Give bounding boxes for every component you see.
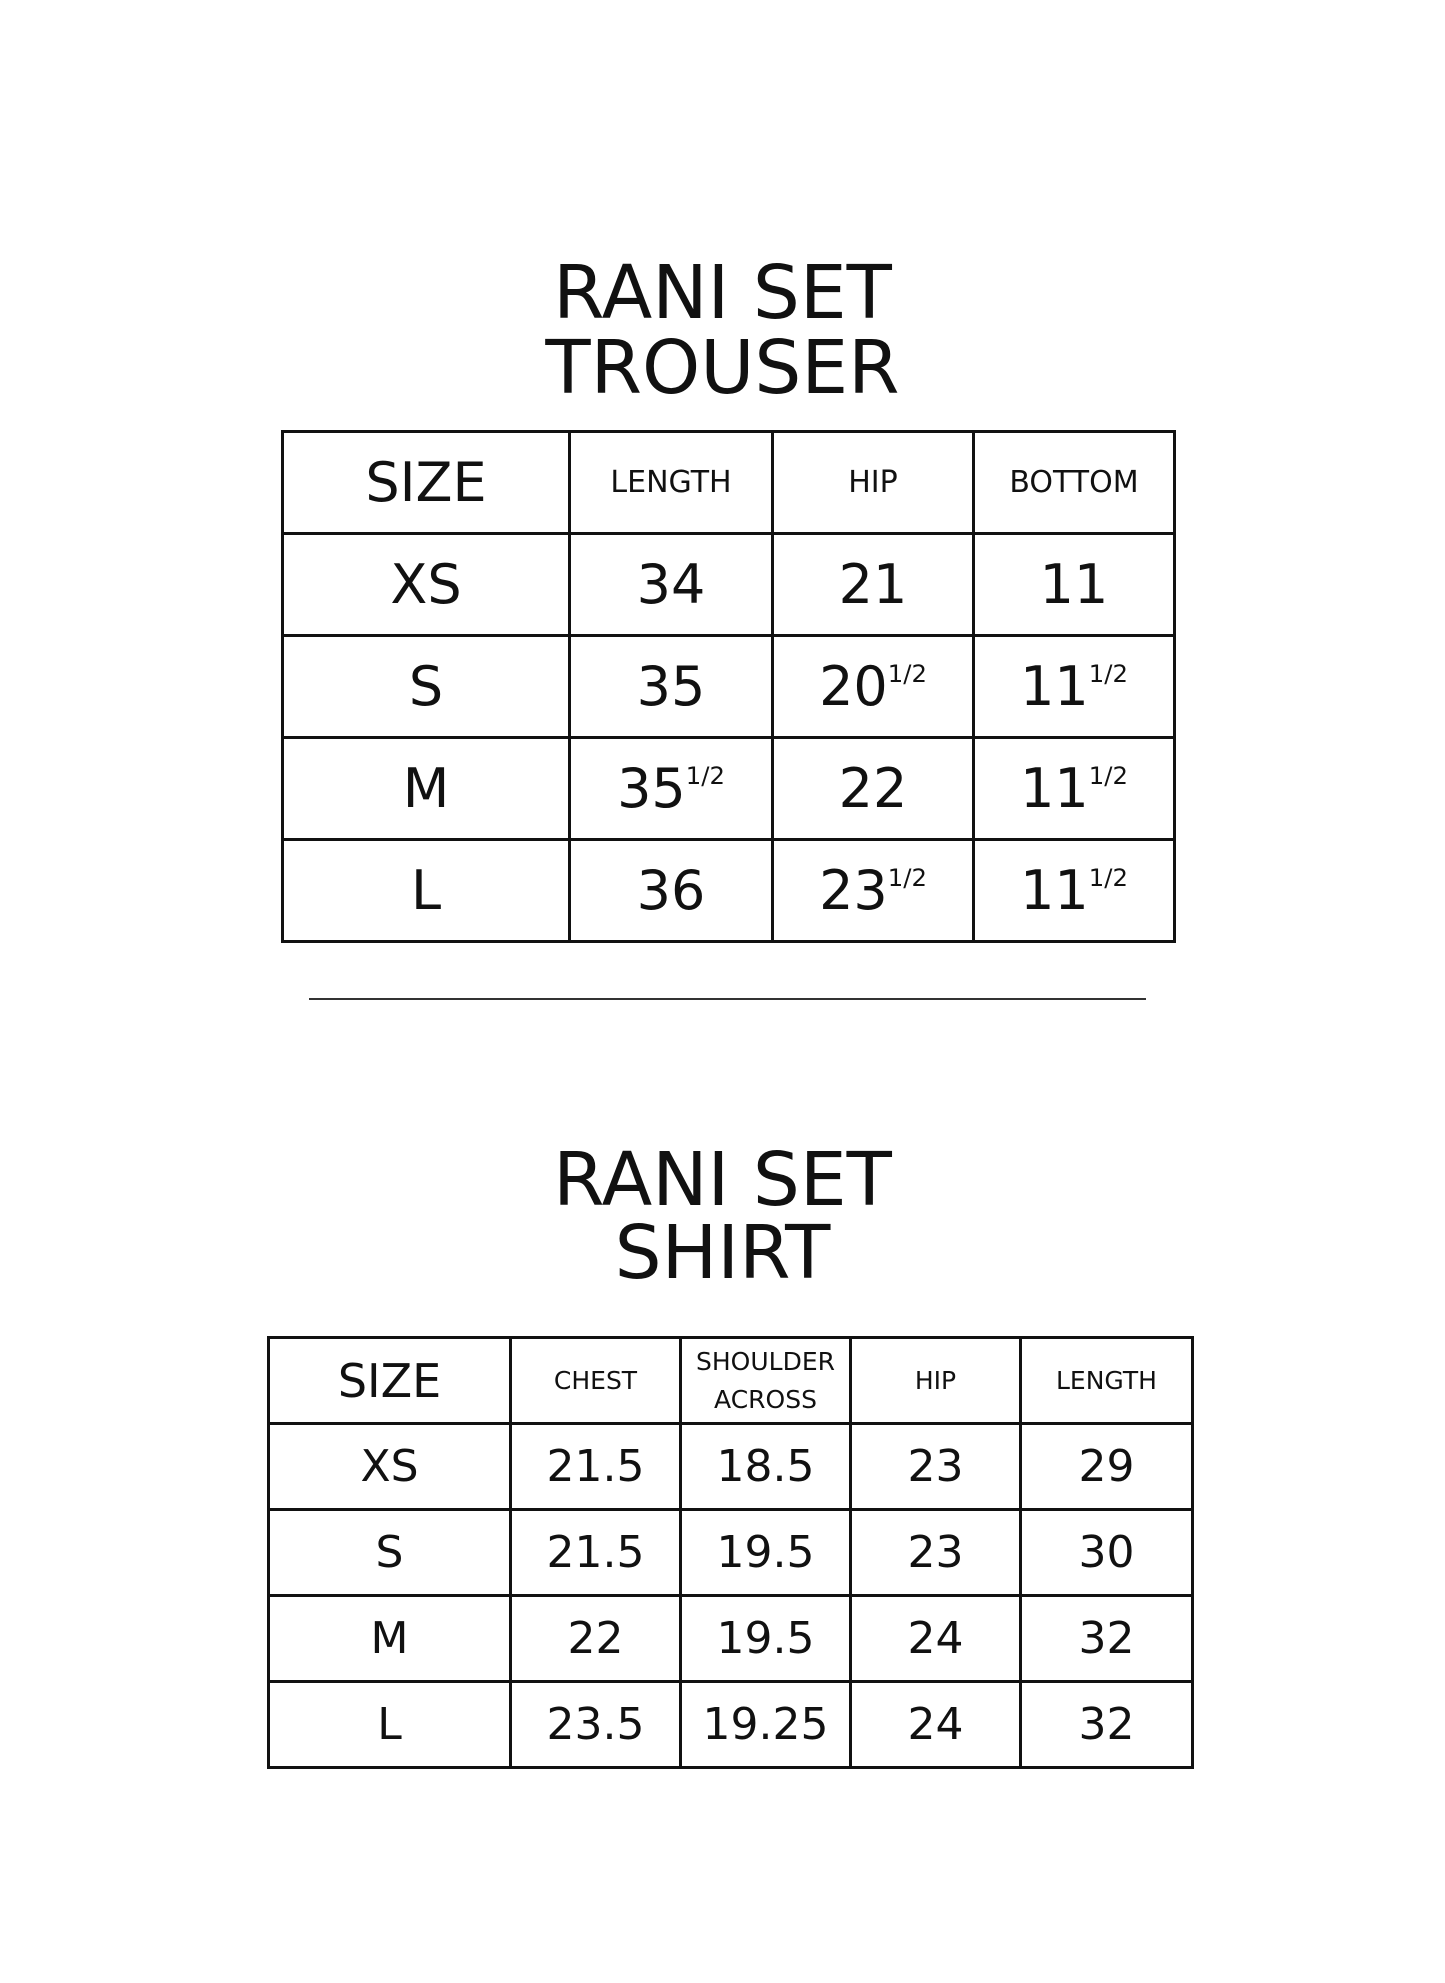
shirt-size-table [267, 1336, 1194, 1769]
shoulder-cell: 19.25 [681, 1682, 851, 1768]
hip-cell: 21 [773, 534, 974, 636]
chest-cell: 22 [511, 1596, 681, 1682]
hip-cell: 23 [851, 1424, 1021, 1510]
shirt-title-line2: SHIRT [614, 1210, 831, 1296]
size-cell: XS [283, 534, 570, 636]
bottom-cell: $11^{1/2}$ [974, 636, 1175, 738]
size-cell: M [269, 1596, 511, 1682]
header-length: LENGTH [570, 432, 773, 534]
length-cell: 30 [1021, 1510, 1193, 1596]
hip-cell: 23 [851, 1510, 1021, 1596]
length-cell: 35 [570, 636, 773, 738]
table-row [283, 534, 1175, 636]
size-cell: M [283, 738, 570, 840]
bottom-cell: $11^{1/2}$ [974, 840, 1175, 942]
trouser-title-line1: RANI SET [553, 250, 892, 336]
header-size: SIZE [283, 432, 570, 534]
length-cell: 32 [1021, 1596, 1193, 1682]
chest-cell: 21.5 [511, 1510, 681, 1596]
chest-cell: 23.5 [511, 1682, 681, 1768]
size-cell: XS [269, 1424, 511, 1510]
hip-cell: 24 [851, 1596, 1021, 1682]
shoulder-cell: 18.5 [681, 1424, 851, 1510]
length-cell: 34 [570, 534, 773, 636]
table-header-row [283, 432, 1175, 534]
table-row [269, 1510, 1193, 1596]
header-chest: CHEST [511, 1338, 681, 1424]
header-hip: HIP [773, 432, 974, 534]
trouser-title-line2: TROUSER [545, 325, 900, 411]
table-row [283, 738, 1175, 840]
section-divider [309, 998, 1146, 1000]
length-cell: 29 [1021, 1424, 1193, 1510]
trouser-size-table [281, 430, 1176, 943]
size-cell: S [283, 636, 570, 738]
table-header-row [269, 1338, 1193, 1424]
hip-cell: 22 [773, 738, 974, 840]
hip-cell: $20^{1/2}$ [773, 636, 974, 738]
table-row [269, 1682, 1193, 1768]
table-row [283, 636, 1175, 738]
header-hip: HIP [851, 1338, 1021, 1424]
size-cell: L [269, 1682, 511, 1768]
shoulder-cell: 19.5 [681, 1596, 851, 1682]
length-cell: 32 [1021, 1682, 1193, 1768]
bottom-cell: $11^{1/2}$ [974, 738, 1175, 840]
hip-cell: $23^{1/2}$ [773, 840, 974, 942]
chest-cell: 21.5 [511, 1424, 681, 1510]
shoulder-cell: 19.5 [681, 1510, 851, 1596]
bottom-cell: 11 [974, 534, 1175, 636]
header-length: LENGTH [1021, 1338, 1193, 1424]
length-cell: 36 [570, 840, 773, 942]
header-bottom: BOTTOM [974, 432, 1175, 534]
header-size: SIZE [269, 1338, 511, 1424]
table-row [283, 840, 1175, 942]
size-cell: L [283, 840, 570, 942]
length-cell: $35^{1/2}$ [570, 738, 773, 840]
table-row [269, 1596, 1193, 1682]
size-cell: S [269, 1510, 511, 1596]
table-row [269, 1424, 1193, 1510]
header-shoulder-across: SHOULDER ACROSS [681, 1338, 851, 1424]
shirt-title-line1: RANI SET [553, 1137, 892, 1223]
hip-cell: 24 [851, 1682, 1021, 1768]
